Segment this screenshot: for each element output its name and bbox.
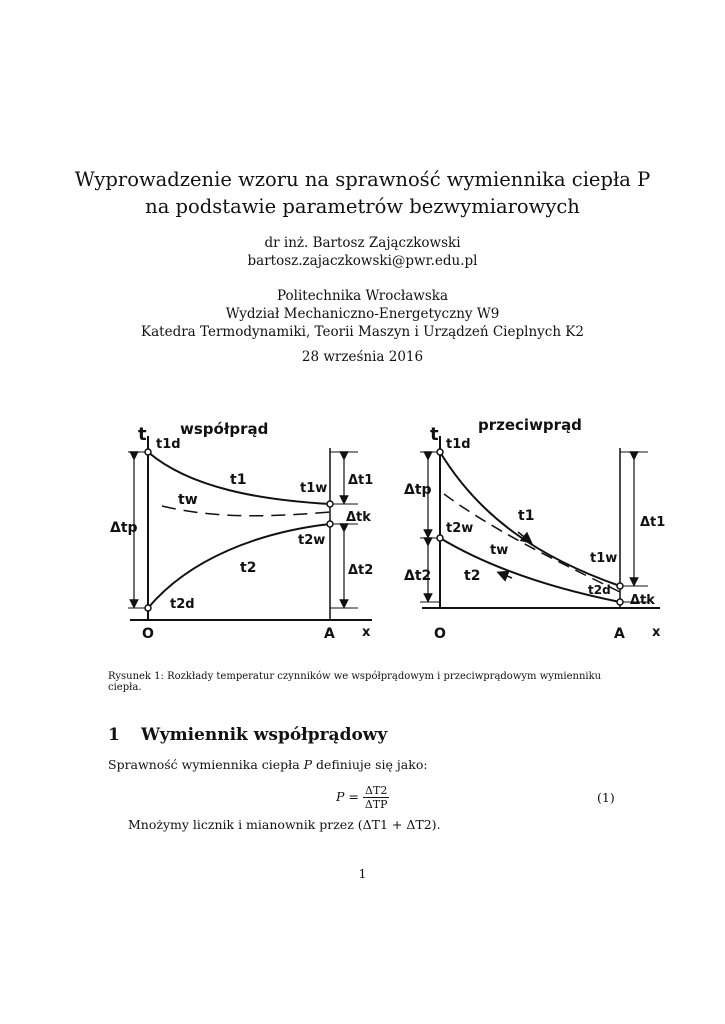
figure-drawing bbox=[100, 408, 680, 648]
left-label-dtp: Δtp bbox=[110, 520, 138, 536]
section-number: 1 bbox=[108, 725, 120, 745]
left-label-a: A bbox=[324, 626, 335, 642]
left-label-t1w: t1w bbox=[300, 481, 328, 496]
left-label-t2: t2 bbox=[240, 560, 257, 576]
author-name: dr inż. Bartosz Zajączkowski bbox=[264, 235, 461, 251]
right-label-dt1: Δt1 bbox=[640, 515, 666, 530]
left-heading: współprąd bbox=[180, 420, 269, 438]
document-title bbox=[0, 166, 725, 220]
equation-1-denominator: ΔTP bbox=[364, 798, 388, 811]
left-label-x-axis: x bbox=[362, 625, 371, 640]
right-label-t1w: t1w bbox=[590, 551, 618, 566]
paragraph-1-text-after: definiuje się jako: bbox=[312, 757, 428, 772]
equation-1-fraction bbox=[363, 784, 390, 811]
affiliation-university: Politechnika Wrocławska bbox=[276, 288, 449, 304]
left-label-t2w: t2w bbox=[298, 533, 326, 548]
equation-1 bbox=[336, 784, 390, 811]
right-label-t2w: t2w bbox=[446, 521, 474, 536]
right-label-t-axis: t bbox=[430, 424, 439, 445]
title-line-1: Wyprowadzenie wzoru na sprawność wymiennika ciepła P bbox=[74, 168, 651, 191]
right-label-dtk: Δtk bbox=[630, 593, 655, 608]
right-label-x-axis: x bbox=[652, 625, 661, 640]
temperature-figure bbox=[100, 408, 680, 648]
left-label-dtk: Δtk bbox=[346, 510, 371, 525]
right-label-t2: t2 bbox=[464, 568, 481, 584]
right-label-origin: O bbox=[434, 626, 446, 642]
figure-caption: Rysunek 1: Rozkłady temperatur czynników we współprądowym i przeciwprądowym wymienniku ciepła. bbox=[108, 671, 602, 693]
left-label-dt1: Δt1 bbox=[348, 473, 374, 488]
paragraph-1-symbol: P bbox=[303, 757, 313, 772]
equation-1-lhs: P = bbox=[336, 789, 359, 804]
left-panel bbox=[128, 436, 372, 620]
affiliation-department: Katedra Termodynamiki, Teorii Maszyn i Urządzeń Cieplnych K2 bbox=[141, 324, 584, 340]
author-email[interactable]: bartosz.zajaczkowski@pwr.edu.pl bbox=[247, 253, 478, 269]
paragraph-1 bbox=[108, 757, 428, 772]
author-block bbox=[0, 234, 725, 270]
left-label-origin: O bbox=[142, 626, 154, 642]
page-number: 1 bbox=[358, 866, 367, 881]
paragraph-2: Mnożymy licznik i mianownik przez (ΔT1 + ΔT2). bbox=[128, 817, 441, 832]
right-label-t2d: t2d bbox=[588, 583, 611, 597]
left-label-t-axis: t bbox=[138, 424, 147, 445]
left-label-dt2: Δt2 bbox=[348, 563, 374, 578]
title-line-2: na podstawie parametrów bezwymiarowych bbox=[145, 195, 580, 218]
equation-1-number: (1) bbox=[597, 790, 615, 805]
right-label-a: A bbox=[614, 626, 625, 642]
right-label-t1d: t1d bbox=[446, 437, 471, 452]
left-label-tw: tw bbox=[178, 492, 198, 508]
right-label-t1: t1 bbox=[518, 508, 535, 524]
paragraph-1-text-before: Sprawność wymiennika ciepła bbox=[108, 757, 304, 772]
left-label-t2d: t2d bbox=[170, 597, 195, 612]
equation-1-numerator: ΔT2 bbox=[365, 784, 388, 797]
left-label-t1: t1 bbox=[230, 472, 247, 488]
affiliation-block bbox=[0, 287, 725, 341]
right-heading: przeciwprąd bbox=[478, 416, 582, 434]
affiliation-faculty: Wydział Mechaniczno-Energetyczny W9 bbox=[225, 306, 500, 322]
right-label-dtp: Δtp bbox=[404, 482, 432, 498]
section-title: Wymiennik współprądowy bbox=[141, 725, 388, 745]
right-label-tw: tw bbox=[490, 543, 509, 558]
section-heading bbox=[108, 725, 387, 745]
right-label-dt2: Δt2 bbox=[404, 568, 432, 584]
document-date: 28 września 2016 bbox=[301, 349, 424, 365]
left-label-t1d: t1d bbox=[156, 437, 181, 452]
